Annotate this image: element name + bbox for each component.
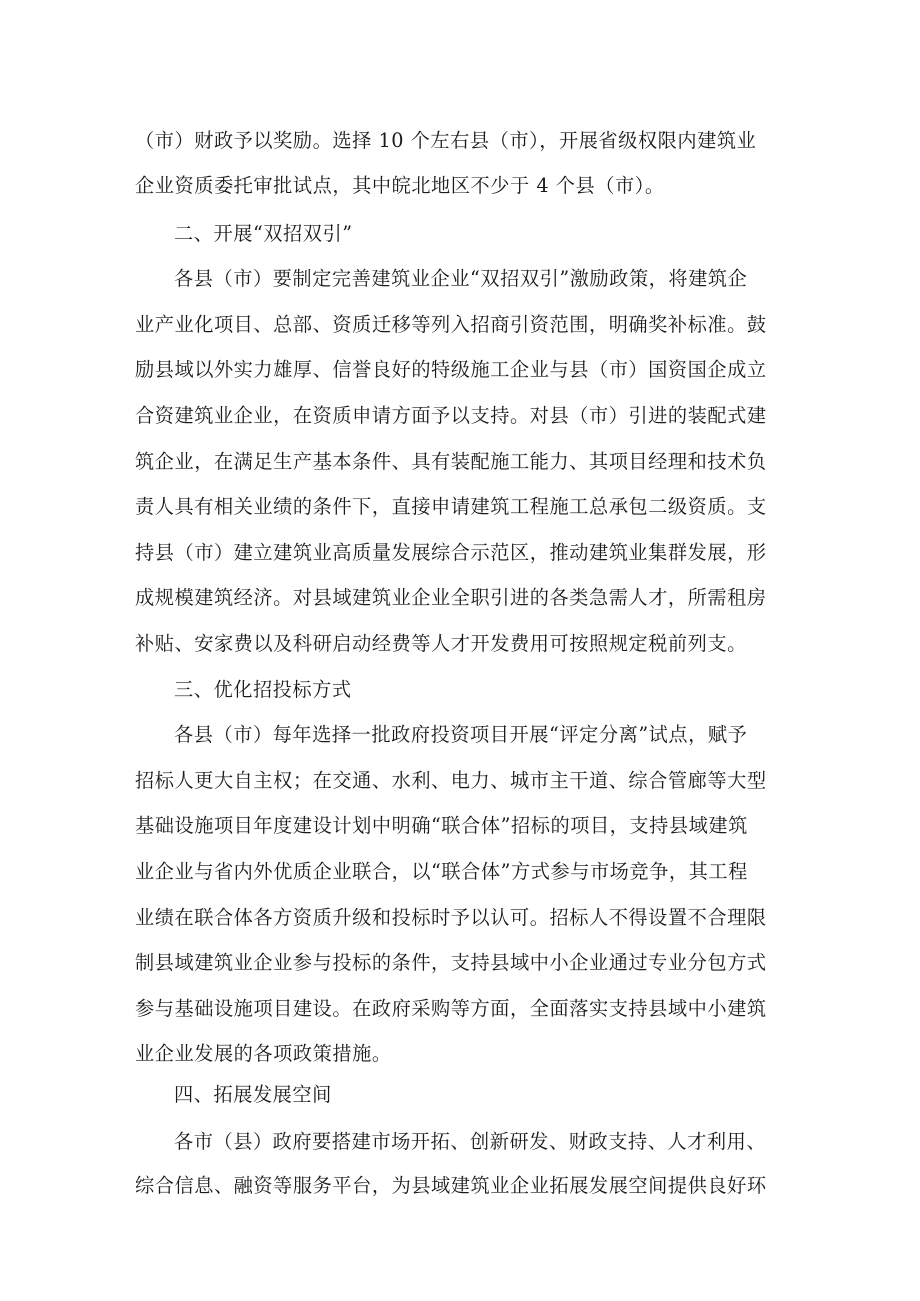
paragraph-line: 成规模建筑经济。对县域建筑业企业全职引进的各类急需人才，所需租房	[135, 586, 767, 609]
section-heading-3: 三、优化招投标方式	[174, 678, 352, 701]
paragraph-line: 励县域以外实力雄厚、信誉良好的特级施工企业与县（市）国资国企成立	[135, 358, 767, 381]
paragraph-line: 企业资质委托审批试点，其中皖北地区不少于 4 个县（市）。	[135, 174, 665, 197]
paragraph-line: （市）财政予以奖励。选择 10 个左右县（市），开展省级权限内建筑业	[135, 129, 757, 152]
paragraph-line: 各县（市）要制定完善建筑业企业“双招双引”激励政策，将建筑企	[174, 267, 748, 290]
section-heading-4: 四、拓展发展空间	[174, 1083, 332, 1106]
paragraph-line: 招标人更大自主权；在交通、水利、电力、城市主干道、综合管廊等大型	[135, 769, 767, 792]
paragraph-line: 持县（市）建立建筑业高质量发展综合示范区，推动建筑业集群发展，形	[135, 541, 767, 564]
paragraph-line: 各县（市）每年选择一批政府投资项目开展“评定分离”试点，赋予	[174, 723, 748, 746]
paragraph-line: 业绩在联合体各方资质升级和投标时予以认可。招标人不得设置不合理限	[135, 906, 767, 929]
paragraph-line: 综合信息、融资等服务平台，为县域建筑业企业拓展发展空间提供良好环	[135, 1174, 767, 1197]
paragraph-line: 制县域建筑业企业参与投标的条件，支持县域中小企业通过专业分包方式	[135, 951, 767, 974]
paragraph-line: 参与基础设施项目建设。在政府采购等方面，全面落实支持县域中小建筑	[135, 997, 767, 1020]
paragraph-line: 业产业化项目、总部、资质迁移等列入招商引资范围，明确奖补标准。鼓	[135, 313, 767, 336]
paragraph-line: 业企业发展的各项政策措施。	[135, 1042, 392, 1065]
paragraph-line: 基础设施项目年度建设计划中明确“联合体”招标的项目，支持县域建筑	[135, 814, 748, 837]
paragraph-line: 合资建筑业企业，在资质申请方面予以支持。对县（市）引进的装配式建	[135, 404, 767, 427]
section-heading-2: 二、开展“双招双引”	[174, 222, 353, 245]
paragraph-line: 业企业与省内外优质企业联合，以“联合体”方式参与市场竞争，其工程	[135, 860, 748, 883]
paragraph-line: 责人具有相关业绩的条件下，直接申请建筑工程施工总承包二级资质。支	[135, 495, 767, 518]
paragraph-line: 各市（县）政府要搭建市场开拓、创新研发、财政支持、人才利用、	[174, 1130, 767, 1153]
paragraph-line: 筑企业，在满足生产基本条件、具有装配施工能力、其项目经理和技术负	[135, 450, 767, 473]
paragraph-line: 补贴、安家费以及科研启动经费等人才开发费用可按照规定税前列支。	[135, 632, 747, 655]
